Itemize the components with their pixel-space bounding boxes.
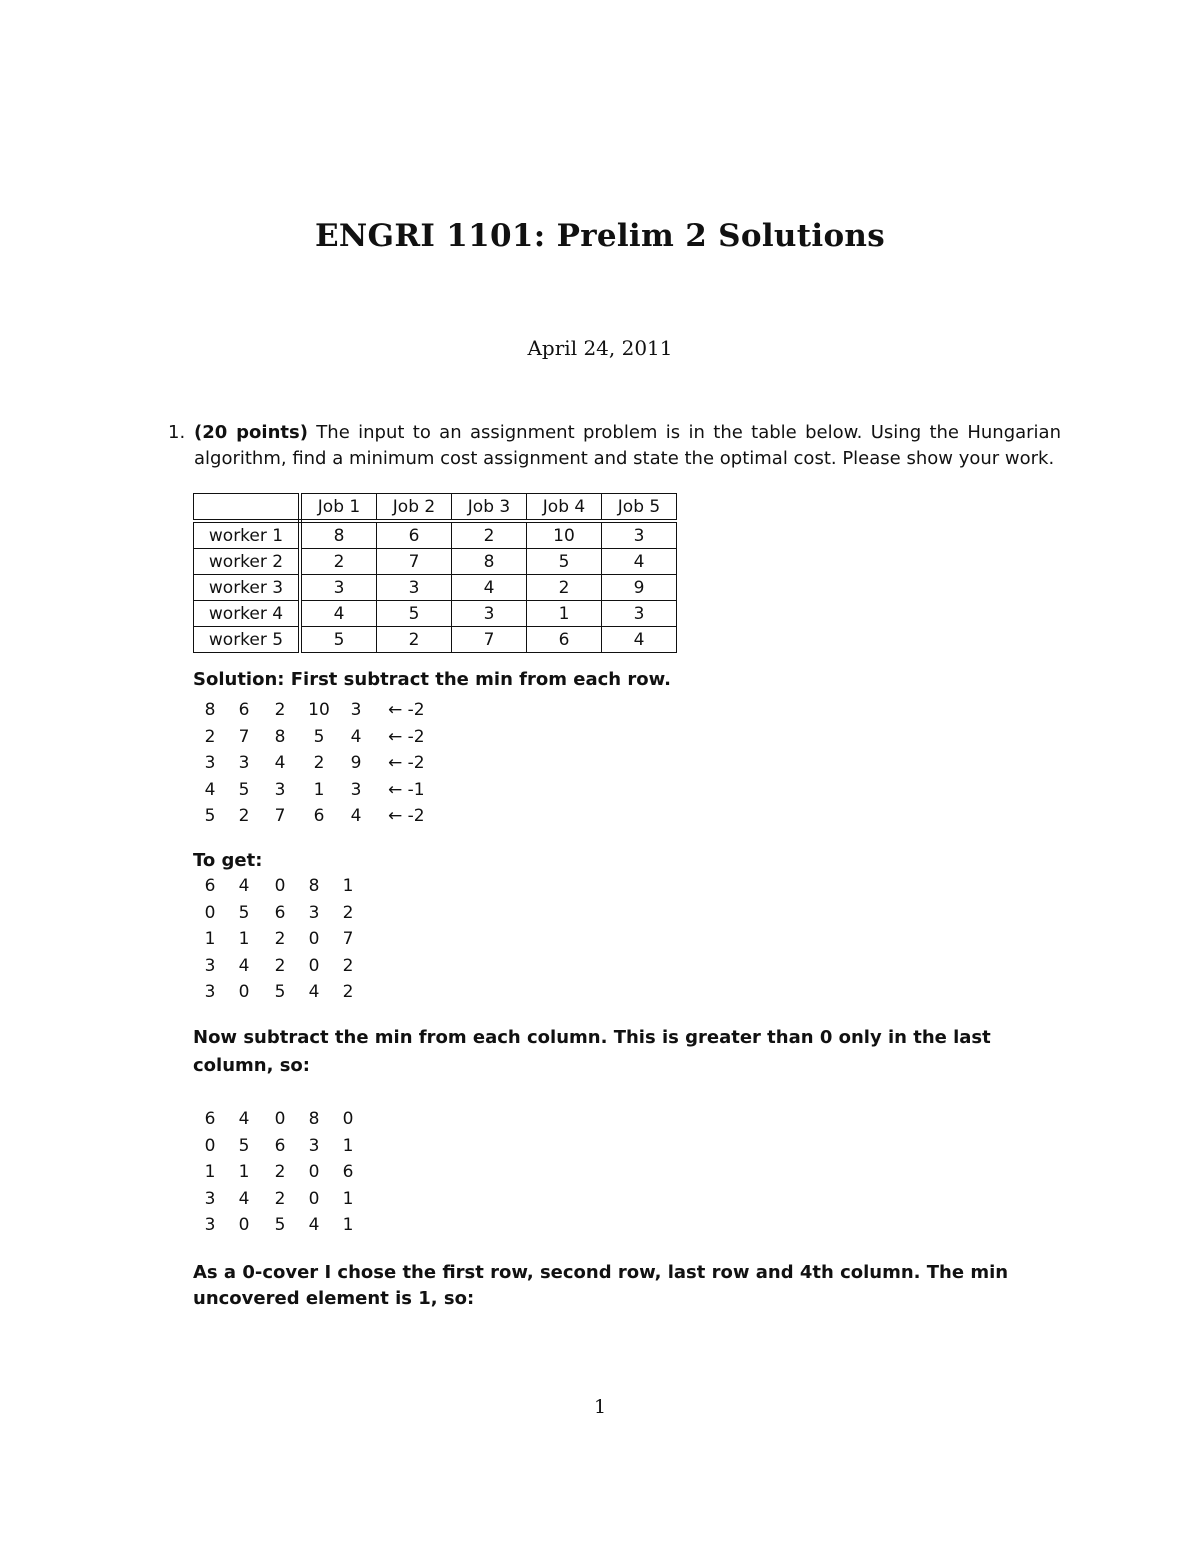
table-cell: 10: [527, 521, 602, 549]
column-header: Job 5: [602, 494, 677, 522]
matrix-cell: 10: [308, 700, 330, 720]
row-min-arrow: ← -2: [388, 726, 425, 747]
matrix-cell: 4: [308, 982, 320, 1002]
matrix-cell: 6: [238, 700, 250, 720]
matrix-cell: 2: [274, 929, 286, 949]
table-cell: 6: [527, 627, 602, 653]
matrix-cell: 2: [204, 726, 216, 747]
cover-line-2: uncovered element is 1, so:: [193, 1288, 475, 1309]
row-header: worker 5: [194, 627, 301, 653]
matrix-cell: 1: [342, 876, 354, 896]
matrix-cell: 0: [308, 1162, 320, 1182]
matrix-cell: 8: [274, 726, 286, 747]
matrix-cell: 2: [274, 1162, 286, 1182]
matrix-cell: 6: [313, 806, 325, 826]
matrix-cell: 1: [342, 1188, 354, 1209]
matrix-cell: 1: [342, 1135, 354, 1156]
matrix-cell: 1: [313, 779, 325, 800]
matrix-cell: 8: [204, 700, 216, 720]
matrix-cell: 5: [238, 779, 250, 800]
page-number: 1: [593, 1396, 607, 1418]
table-cell: 3: [602, 601, 677, 627]
matrix-cell: 0: [274, 1109, 286, 1129]
table-row: [194, 575, 677, 601]
row-min-arrow: ← -1: [388, 779, 425, 800]
matrix-cell: 5: [313, 726, 325, 747]
matrix-cell: 6: [274, 1135, 286, 1156]
matrix-cell: 6: [204, 876, 216, 896]
matrix-cell: 1: [204, 929, 216, 949]
table-cell: 4: [602, 549, 677, 575]
matrix-cell: 3: [350, 779, 362, 800]
row-header: worker 4: [194, 601, 301, 627]
matrix-cell: 1: [342, 1215, 354, 1235]
table-cell: 3: [377, 575, 452, 601]
matrix-cell: 6: [342, 1162, 354, 1182]
matrix-cell: 3: [204, 955, 216, 976]
problem-text: [194, 420, 1061, 472]
document-title: ENGRI 1101: Prelim 2 Solutions: [314, 218, 886, 254]
matrix-cell: 3: [274, 779, 286, 800]
column-step-line-1: Now subtract the min from each column. This is greater than 0 only in the last: [193, 1027, 991, 1048]
matrix-cell: 3: [204, 1188, 216, 1209]
matrix-cell: 0: [308, 929, 320, 949]
matrix-cell: 5: [274, 982, 286, 1002]
matrix-cell: 2: [342, 902, 354, 923]
matrix-cell: 7: [238, 726, 250, 747]
table-row: [194, 601, 677, 627]
column-step-line-2: column, so:: [193, 1055, 310, 1076]
matrix-cell: 1: [204, 1162, 216, 1182]
matrix-cell: 5: [274, 1215, 286, 1235]
matrix-cell: 4: [308, 1215, 320, 1235]
matrix-cell: 4: [350, 806, 362, 826]
matrix-cell: 3: [350, 700, 362, 720]
table-cell: 2: [527, 575, 602, 601]
matrix-cell: 9: [350, 753, 362, 773]
table-cell: 9: [602, 575, 677, 601]
matrix-cell: 4: [238, 1109, 250, 1129]
matrix-cell: 4: [238, 955, 250, 976]
cost-table: [193, 493, 677, 653]
row-header: worker 3: [194, 575, 301, 601]
matrix-cell: 1: [238, 1162, 250, 1182]
matrix-cell: 3: [204, 1215, 216, 1235]
row-min-arrow: ← -2: [388, 753, 425, 773]
row-header: worker 1: [194, 521, 301, 549]
table-cell: 3: [452, 601, 527, 627]
matrix-cell: 3: [308, 902, 320, 923]
matrix-cell: 4: [350, 726, 362, 747]
matrix-cell: 0: [204, 902, 216, 923]
matrix-cell: 2: [274, 1188, 286, 1209]
column-header: Job 3: [452, 494, 527, 522]
matrix-cell: 0: [308, 1188, 320, 1209]
row-header: worker 2: [194, 549, 301, 575]
matrix-cell: 4: [274, 753, 286, 773]
matrix-cell: 5: [238, 1135, 250, 1156]
matrix-cell: 5: [238, 902, 250, 923]
problem-number: 1.: [168, 422, 186, 443]
matrix-cell: 0: [238, 1215, 250, 1235]
cover-line-1: As a 0-cover I chose the first row, second row, last row and 4th column. The min: [193, 1262, 1009, 1283]
matrix-cell: 2: [342, 955, 354, 976]
matrix-cell: 2: [342, 982, 354, 1002]
table-cell: 3: [300, 575, 377, 601]
matrix-cell: 3: [238, 753, 250, 773]
matrix-cell: 0: [204, 1135, 216, 1156]
table-cell: 3: [602, 521, 677, 549]
cost-table-header-row: [194, 494, 677, 522]
document-date: April 24, 2011: [527, 336, 673, 360]
row-min-arrow: ← -2: [388, 700, 425, 720]
matrix-cell: 4: [238, 876, 250, 896]
column-header: Job 2: [377, 494, 452, 522]
matrix-cell: 0: [342, 1109, 354, 1129]
table-cell: 2: [452, 521, 527, 549]
matrix-cell: 2: [274, 955, 286, 976]
table-cell: 7: [377, 549, 452, 575]
table-cell: 8: [452, 549, 527, 575]
problem-points: (20 points): [194, 422, 308, 443]
matrix-cell: 7: [342, 929, 354, 949]
matrix-cell: 6: [274, 902, 286, 923]
table-row: [194, 549, 677, 575]
matrix-cell: 2: [274, 700, 286, 720]
table-cell: 5: [527, 549, 602, 575]
table-cell: 2: [300, 549, 377, 575]
matrix-cell: 2: [313, 753, 325, 773]
matrix-cell: 0: [274, 876, 286, 896]
matrix-cell: 3: [204, 982, 216, 1002]
table-cell: 4: [300, 601, 377, 627]
matrix-cell: 4: [204, 779, 216, 800]
table-cell: 6: [377, 521, 452, 549]
matrix-cell: 3: [308, 1135, 320, 1156]
matrix-cell: 3: [204, 753, 216, 773]
solution-intro: Solution: First subtract the min from each row.: [193, 669, 671, 690]
table-cell: 2: [377, 627, 452, 653]
table-cell: 8: [300, 521, 377, 549]
table-row: [194, 627, 677, 653]
matrix-cell: 0: [308, 955, 320, 976]
table-cell: 4: [602, 627, 677, 653]
table-cell: 5: [377, 601, 452, 627]
matrix-cell: 1: [238, 929, 250, 949]
matrix-cell: 8: [308, 1109, 320, 1129]
column-header: Job 1: [300, 494, 377, 522]
matrix-cell: 6: [204, 1109, 216, 1129]
matrix-cell: 8: [308, 876, 320, 896]
matrix-cell: 7: [274, 806, 286, 826]
problem-statement: The input to an assignment problem is in the table below. Using the Hungarian algorithm, find a minimum cost assignment and state the optimal cost. Please show your work.: [194, 422, 1061, 469]
column-header: Job 4: [527, 494, 602, 522]
matrix-cell: 2: [238, 806, 250, 826]
table-cell: 7: [452, 627, 527, 653]
table-row: [194, 521, 677, 549]
matrix-cell: 0: [238, 982, 250, 1002]
matrix-cell: 4: [238, 1188, 250, 1209]
table-cell: 5: [300, 627, 377, 653]
table-cell: 1: [527, 601, 602, 627]
matrix-cell: 5: [204, 806, 216, 826]
row-min-arrow: ← -2: [388, 806, 425, 826]
cost-table-corner: [194, 494, 301, 522]
table-cell: 4: [452, 575, 527, 601]
to-get-label: To get:: [193, 850, 263, 871]
